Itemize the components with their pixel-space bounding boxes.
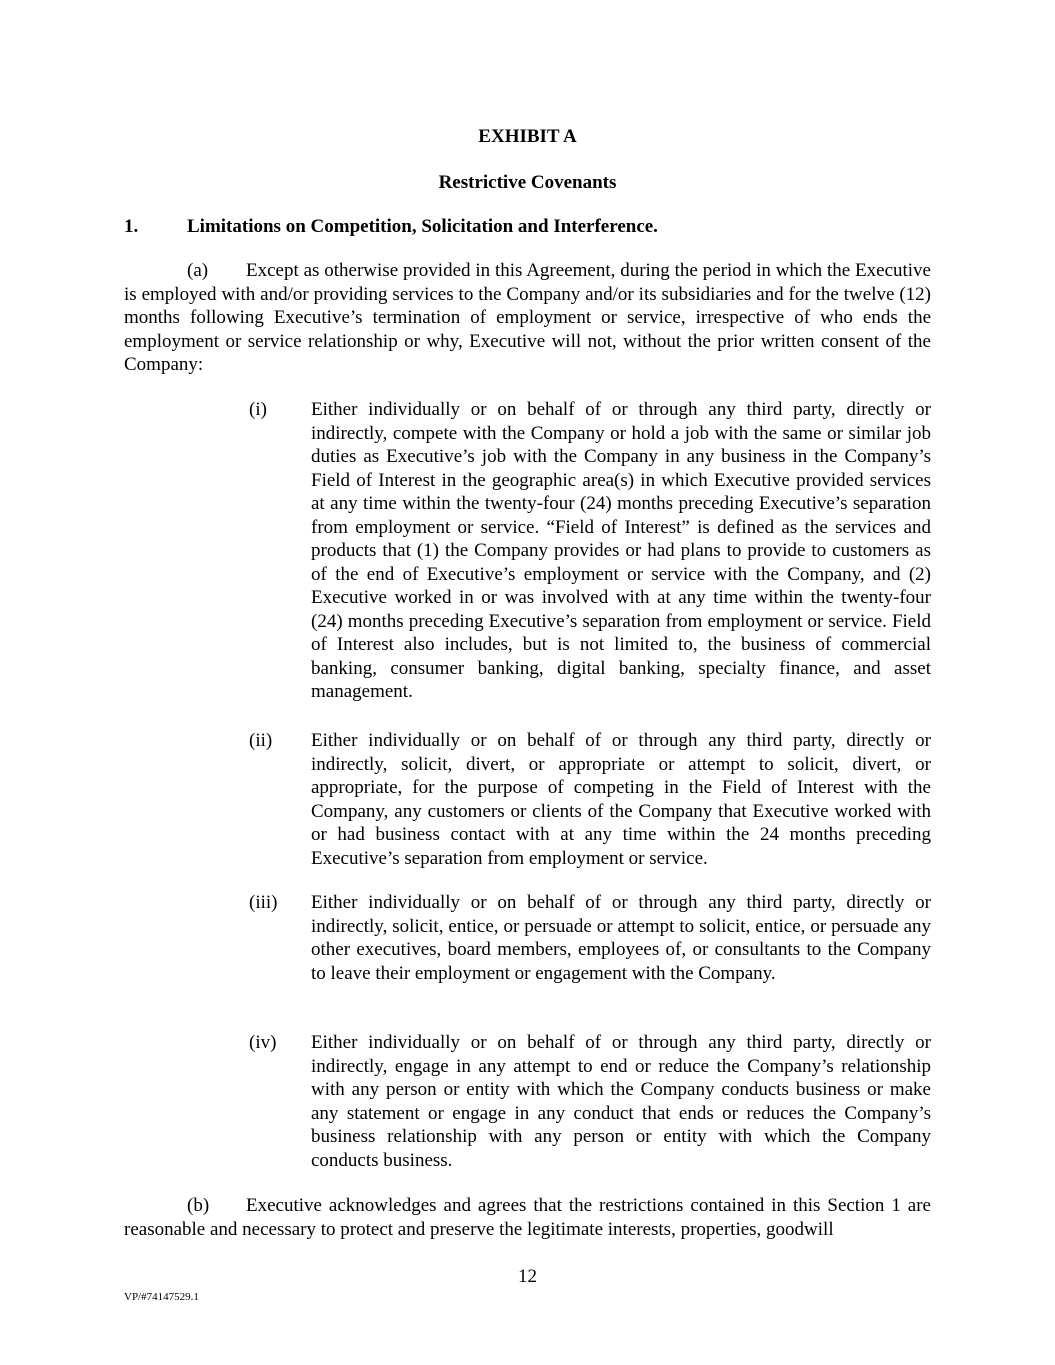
clause-iv-text: Either individually or on behalf of or through any third party, directly or indirectly, engage in any attempt to end or reduce the Company’s relationship with any person or entity with which the Company conducts business or make any statement or engage in any conduct that ends or reduces the Company’s business relationship with any person or entity with which the Company conducts business. — [311, 1032, 931, 1171]
paragraph-a — [124, 259, 931, 377]
exhibit-subtitle: Restrictive Covenants — [438, 172, 617, 193]
clause-ii — [249, 729, 931, 870]
document-id-footer: VP/#74147529.1 — [124, 1291, 199, 1303]
clause-ii-text: Either individually or on behalf of or through any third party, directly or indirectly, solicit, divert, or appropriate or attempt to solicit, divert, or appropriate, for the purpose of competing in the Field of Interest with the Company, any customers or clients of the Company that Executive worked with or had business contact with at any time within the 24 months preceding Executive’s separation from employment or service. — [311, 730, 931, 869]
paragraph-b — [124, 1194, 931, 1241]
clause-ii-label: (ii) — [249, 730, 273, 751]
clause-i-text: Either individually or on behalf of or through any third party, directly or indirectly, compete with the Company or hold a job with the same or similar job duties as Executive’s job with the Company in any business in the Company’s Field of Interest in the geographic area(s) in which Executive provided services at any time within the twenty-four (24) months preceding Executive’s separation from employment or service. “Field of Interest” is defined as the services and products that (1) the Company provides or had plans to provide to customers as of the end of Executive’s employment or service with the Company, and (2) Executive worked in or was involved with at any time within the twenty-four (24) months preceding Executive’s separation from employment or service. Field of Interest also includes, but is not limited to, the business of commercial banking, consumer banking, digital banking, specialty finance, and asset management. — [311, 399, 931, 702]
paragraph-a-text: Except as otherwise provided in this Agreement, during the period in which the Executive is employed with and/or providing services to the Company and/or its subsidiaries and for the twelve (12) months following Executive’s termination of employment or service, irrespective of who ends the employment or service relationship or why, Executive will not, without the prior written consent of the Company: — [124, 260, 931, 375]
paragraph-b-text: Executive acknowledges and agrees that the restrictions contained in this Section 1 are reasonable and necessary to protect and preserve the legitimate interests, properties, goodwill — [124, 1195, 931, 1240]
section-heading — [124, 215, 658, 239]
clause-i-label: (i) — [249, 399, 267, 420]
paragraph-a-label: (a) — [187, 260, 209, 281]
clause-iii-label: (iii) — [249, 892, 278, 913]
clause-iv-label: (iv) — [249, 1032, 277, 1053]
section-heading-text: Limitations on Competition, Solicitation and Interference. — [187, 216, 658, 237]
section-number: 1. — [124, 216, 139, 237]
exhibit-title: EXHIBIT A — [478, 126, 577, 147]
paragraph-b-label: (b) — [187, 1195, 210, 1216]
page-number: 12 — [518, 1266, 537, 1287]
clause-iv — [249, 1031, 931, 1172]
clause-i — [249, 398, 931, 704]
clause-iii — [249, 891, 931, 985]
clause-iii-text: Either individually or on behalf of or through any third party, directly or indirectly, solicit, entice, or persuade or attempt to solicit, entice, or persuade any other executives, board members, employees of, or consultants to the Company to leave their employment or engagement with the Company. — [311, 892, 931, 984]
